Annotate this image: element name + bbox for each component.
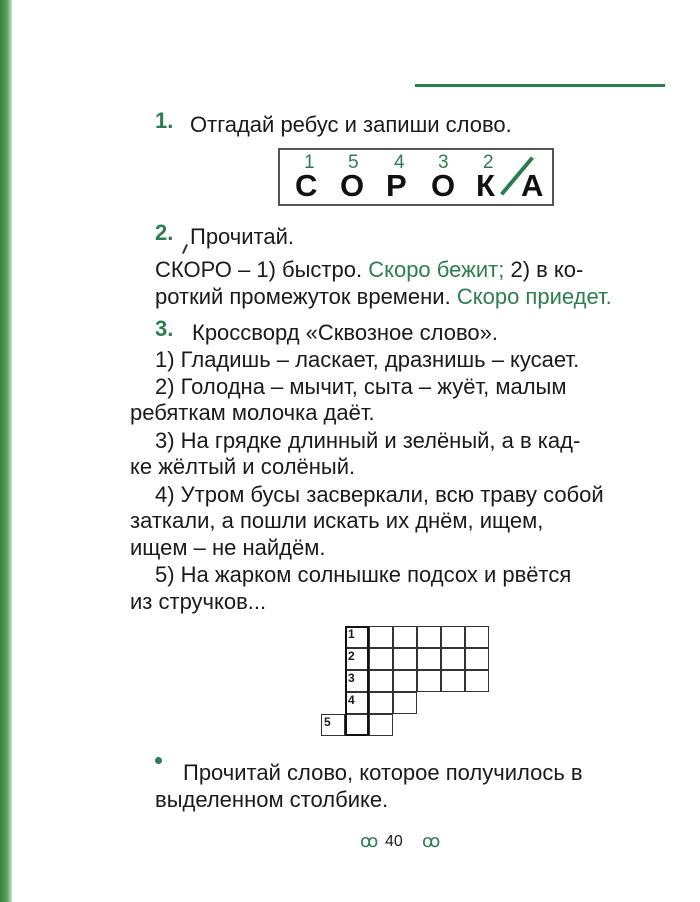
rebus-number-2: 5 (348, 152, 359, 173)
task-2-number: 2. (155, 220, 174, 245)
crossword-cell[interactable] (393, 670, 417, 692)
answer-line (415, 84, 665, 87)
rebus-letter-6: А (521, 168, 544, 203)
crossword-row-number: 3 (348, 671, 355, 685)
riddle-1: 1) Гладишь – ласкает, дразнишь – кусает. (155, 347, 580, 372)
rebus-number-5: 2 (483, 152, 494, 173)
rebus-letter-4: О (431, 168, 456, 203)
stress-mark (182, 244, 188, 254)
crossword-cell[interactable] (393, 626, 417, 648)
rebus-letter-1: С (295, 168, 318, 203)
rebus-letter-5: К (476, 168, 495, 203)
crossword-row-number: 5 (324, 715, 331, 729)
crossword-cell[interactable] (441, 670, 465, 692)
example-2: Скоро приедет. (456, 284, 612, 309)
crossword-cell[interactable] (393, 692, 417, 714)
rebus-letter-3: Р (386, 168, 407, 203)
task-1-number: 1. (155, 108, 174, 133)
example-1: Скоро бежит; (368, 257, 505, 282)
crossword-cell[interactable] (441, 648, 465, 670)
definition-part-3: роткий промежуток времени. (155, 284, 451, 309)
crossword-cell[interactable] (369, 692, 393, 714)
crossword-cell[interactable] (417, 648, 441, 670)
bullet-icon (155, 757, 162, 764)
ornament-right-icon: ꝏ (422, 831, 441, 852)
page-number: 40 (385, 833, 403, 850)
rebus-letter-2: О (340, 168, 365, 203)
rebus-number-3: 4 (394, 152, 405, 173)
crossword-row-number: 2 (348, 649, 355, 663)
definition-part-1: СКОРО – 1) быстро. (155, 257, 363, 282)
task-3-title: Кроссворд «Сквозное слово». (192, 320, 498, 345)
riddle-3-line-2: ке жёлтый и солёный. (130, 454, 356, 479)
ornament-left-icon: ꝏ (360, 831, 379, 852)
task-3-number: 3. (155, 316, 174, 341)
crossword-row-number: 4 (348, 693, 355, 707)
crossword-cell[interactable] (393, 648, 417, 670)
riddle-4-line-1: 4) Утром бусы засверкали, всю траву собой (155, 482, 604, 507)
bullet-task-line-1: Прочитай слово, которое получилось в (183, 760, 583, 785)
crossword-cell[interactable] (465, 626, 489, 648)
riddle-5-line-1: 5) На жарком солнышке подсох и рвётся (155, 562, 572, 587)
book-spine (0, 0, 12, 902)
riddle-2-line-2: ребяткам молочка даёт. (130, 400, 375, 425)
task-2-line-1 (155, 257, 583, 283)
crossword-cell[interactable] (369, 648, 393, 670)
task-2-text: Прочитай. (190, 224, 295, 249)
crossword-cell[interactable] (321, 714, 345, 736)
definition-part-2: 2) в ко- (510, 257, 584, 282)
crossword-cell[interactable] (369, 626, 393, 648)
task-1-text: Отгадай ребус и запиши слово. (190, 112, 512, 137)
crossword-cell[interactable] (465, 648, 489, 670)
crossword-cell[interactable] (465, 670, 489, 692)
task-2-line-2 (155, 284, 612, 310)
riddle-3-line-1: 3) На грядке длинный и зелёный, а в кад- (155, 428, 581, 453)
crossword-cell[interactable] (441, 626, 465, 648)
riddle-2-line-1: 2) Голодна – мычит, сыта – жуёт, малым (155, 374, 567, 399)
riddle-4-line-2: заткали, а пошли искать их днём, ищем, (130, 508, 544, 533)
bullet-task-line-2: выделенном столбике. (155, 787, 389, 812)
rebus-number-4: 3 (438, 152, 449, 173)
rebus-number-1: 1 (304, 152, 315, 173)
riddle-4-line-3: ищем – не найдём. (130, 535, 326, 560)
crossword-cell[interactable] (417, 670, 441, 692)
crossword-cell[interactable] (417, 626, 441, 648)
riddle-5-line-2: из стручков... (130, 589, 267, 614)
crossword-cell[interactable] (369, 714, 393, 736)
crossword-cell[interactable] (369, 670, 393, 692)
crossword-row-number: 1 (348, 627, 355, 641)
highlighted-column (345, 626, 369, 736)
